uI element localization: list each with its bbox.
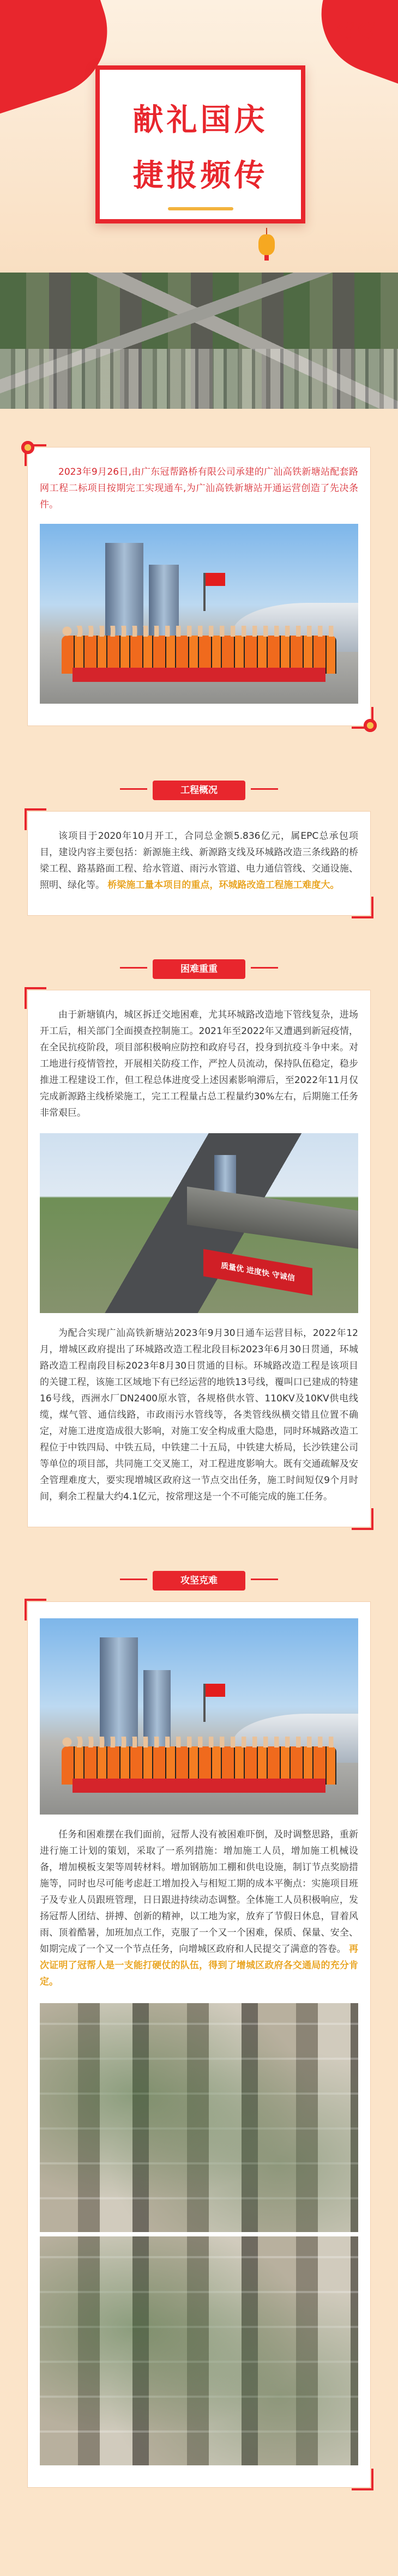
tackling-card	[27, 1601, 371, 2488]
difficulties-paragraph-1: 由于新塘镇内，城区拆迁交地困难，尤其环城路改造地下管线复杂，进场开工后，相关部门全面摸查控制施工。2021年至2022年又遭遇到新冠疫情，在全民抗疫阶段，项目部积极响应防控和政府号召，投身到抗疫斗争中来。对工地进行疫情管控，开展相关防疫工作，严控人员流动，保持队伍稳定，稳步推进工程建设工作，但工程总体进度受上述因素影响滞后，至2022年11月仅完成新源路主线桥梁施工，完工工程量占总工程量约30%左右，后期施工任务非常艰巨。	[40, 1009, 358, 1118]
footer-strip	[0, 2488, 398, 2520]
intro-text: 2023年9月26日,由广东冠帮路桥有限公司承建的广汕高铁新塘站配套路网工程二标项目按期完工实现通车,为广汕高铁新塘站开通运营创造了先决条件。	[40, 467, 358, 510]
flag-icon	[203, 1684, 206, 1722]
bridge-deck	[187, 1187, 358, 1249]
tackling-paragraph	[40, 1827, 358, 1990]
difficulties-paragraph-2: 为配合实现广汕高铁新塘站2023年9月30日通车运营目标，2022年12月，增城区政府提出了环城路改造工程北段目标2023年6月30日贯通，环城路改造工程南段目标2023年8月30日贯通的目标。环城路改造工程是该项目的关键工程，该施工区域地下有已经运营的地铁13号线，覆叫口已建成的特建16号线，西洲水厂DN2400原水管，各规格供水管、110KV及10KV供电线缆，煤气管、通信线路，市政雨污水管线等，各类管线纵横交错且位置不确定，对施工进度造成很大影响，对施工安全构成重大隐患，同时环城路改造工程位于中铁四局、中铁五局，中铁建二十五局，中铁建大桥局，长沙铁建公司等单位的项目部，共同施工交叉施工，对工程进度影响大。既有交通疏解及安全管理难度大，要实现增城区政府这一节点交出任务，施工时间短仅9个月时间，剩余工程量大约4.1亿元，按常理这是一个不可能完成的施工任务。	[40, 1328, 358, 1502]
team-photo-1	[40, 524, 358, 704]
title-ornament	[168, 207, 233, 210]
flower-icon	[20, 440, 35, 455]
team-banner	[73, 1779, 325, 1793]
corner-ornament	[25, 987, 46, 1009]
difficulties-card	[27, 990, 371, 1527]
overview-paragraph	[40, 828, 358, 893]
overview-text: 该项目于2020年10月开工，合同总金额5.836亿元，属EPC总承包项目，建设内容主要包括：新源施主线、新源路支线及环城路改造三条线路的桥梁工程、路基路面工程、给水管道、雨污水管道、电力通信管线、交通设施、照明、绿化等。	[40, 831, 358, 891]
page-title-line1: 献礼国庆	[132, 102, 268, 138]
header-banner	[0, 0, 398, 273]
dove-icon: 🕊🕊	[334, 21, 376, 40]
title-card	[95, 65, 305, 223]
corner-ornament	[25, 808, 46, 830]
bridge-banner	[203, 1249, 312, 1295]
aerial-photo	[0, 273, 398, 409]
bridge-banner-text: 质量优 进度快 守诚信	[221, 1261, 295, 1283]
bridge-photo	[40, 1133, 358, 1313]
team-banner	[73, 668, 325, 682]
team-photo-2	[40, 1618, 358, 1815]
red-ribbon-right	[305, 0, 398, 87]
lantern-icon	[258, 234, 275, 255]
corner-ornament	[352, 2469, 373, 2490]
aerial-city-blocks	[0, 349, 398, 409]
section-tag-difficulties: 困难重重	[153, 959, 245, 979]
corner-ornament	[352, 897, 373, 918]
corner-ornament	[25, 1599, 46, 1620]
corner-ornament	[352, 1508, 373, 1530]
tackling-text: 任务和困难摆在我们面前，冠帮人没有被困难吓倒，及时调整思路，重新进行施工计划的策划，采取了一系列措施：增加施工人员，增加施工机械设备，增加模板支架等周转材料。增加钢筋加工棚和供电设施，制订节点奖励措施等，同时也尽可能考虑赶工增加投入与相短工期的成本平衡点：实施项目班子及专业人员跟班管理，日日跟进持续动态调整。全体施工人员积极响应，发扬冠帮人团结、拼搏、创新的精神，以工地为家，放弃了节假日休息，冒着风雨、顶着酷暑，加班加点工作，克服了一个又一个困难，保质、保量、安全、如期完成了一个又一个节点任务，向增城区政府和人民提交了满意的答卷。	[40, 1829, 358, 1955]
tackling-highlight: 再次证明了冠帮人是一支能打硬仗的队伍，得到了增城区政府各交通局的充分肯定。	[40, 1944, 358, 1987]
site-aerial-photo-2	[40, 2236, 358, 2465]
flower-icon	[363, 718, 378, 733]
overview-card	[27, 811, 371, 916]
page-title-line2: 捷报频传	[132, 158, 268, 193]
intro-card	[27, 447, 371, 726]
site-aerial-photo-1	[40, 2003, 358, 2232]
section-tag-overview: 工程概况	[153, 781, 245, 800]
overview-highlight: 桥梁施工量本项目的重点，环城路改造工程施工难度大。	[107, 880, 340, 891]
section-tag-tackling: 攻坚克难	[153, 1571, 245, 1591]
flag-icon	[203, 573, 206, 611]
